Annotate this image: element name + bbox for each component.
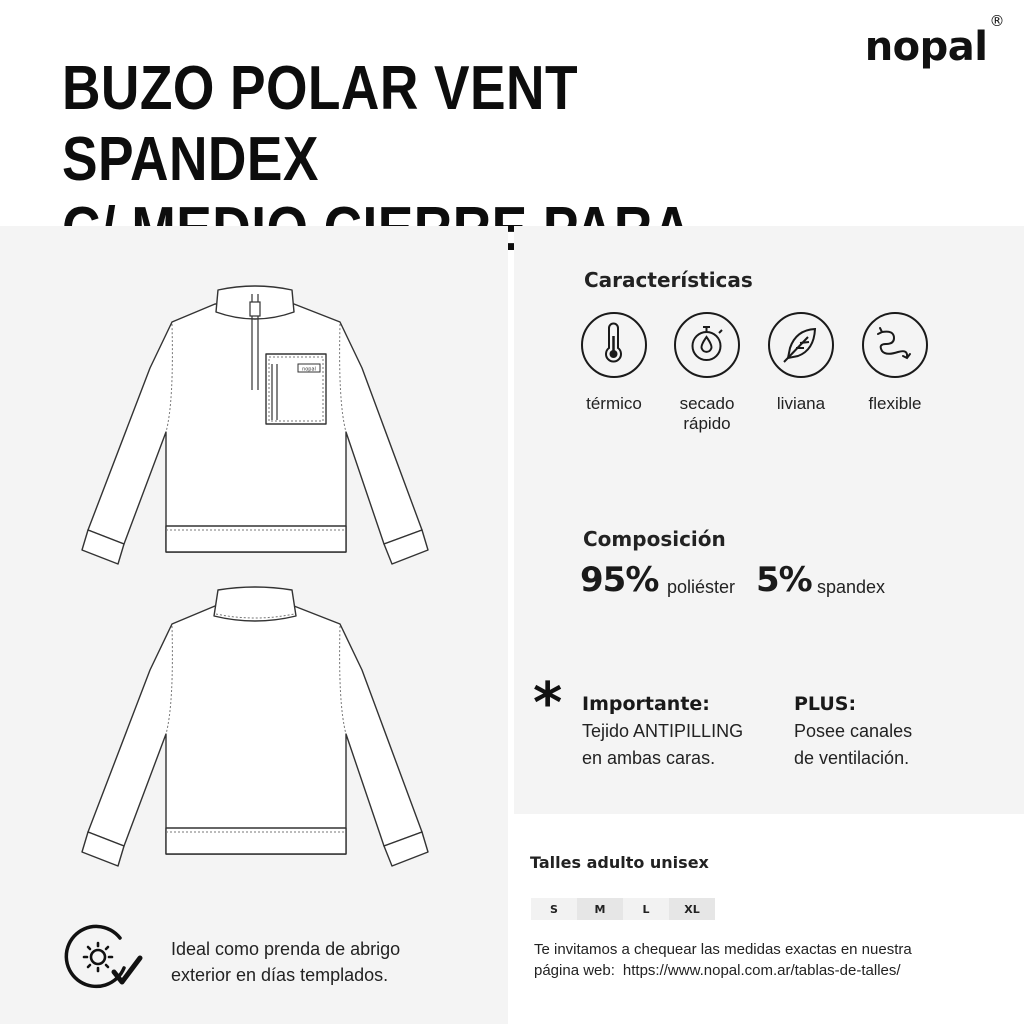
size-guide-prefix: página web: [534,961,615,979]
feature-label-light: liviana [776,394,826,413]
composition-material-polyester: poliéster [667,577,736,597]
composition-heading: Composición [583,527,726,551]
composition-percent-spandex: 5% [756,560,812,600]
climate-note-line-1: Ideal como prenda de abrigo [171,939,401,959]
feature-label-quick-dry-line-2: rápido [683,414,731,434]
sizes-heading: Talles adulto unisex [530,853,709,872]
thermometer-icon [581,312,647,378]
size-xl: XL [669,898,715,920]
feature-label-flexible: flexible [868,394,922,413]
size-chart [531,898,715,920]
brand-name: nopal [864,24,988,70]
plus-title: PLUS: [794,693,857,715]
climate-note-line-2: exterior en días templados. [171,965,389,986]
size-guide-link[interactable]: https://www.nopal.com.ar/tablas-de-talles/ [622,961,901,979]
product-title-line-1: BUZO POLAR VENT SPANDEX [62,54,578,194]
feather-icon [768,312,834,378]
registered-mark: ® [989,11,1004,30]
sun-check-icon [62,924,144,999]
size-s: S [531,898,577,920]
asterisk-icon: * [533,671,563,736]
plus-text-line-2: de ventilación. [794,748,910,768]
feature-label-quick-dry-line-1: secado [679,394,735,413]
important-title: Importante: [582,693,710,715]
important-text [582,718,743,772]
garment-front-drawing [80,282,430,572]
size-guide-note-line-1: Te invitamos a chequear las medidas exactas en nuestra [534,941,912,958]
important-text-line-2: en ambas caras. [582,748,716,768]
climate-note [171,936,491,988]
feature-label-thermal: térmico [586,394,642,413]
size-m: M [577,898,623,920]
quick-dry-icon [674,312,740,378]
brand-logo [864,11,1004,70]
size-l: L [623,898,669,920]
features-heading: Características [584,268,753,292]
composition-material-spandex: spandex [817,577,886,597]
flexible-icon [862,312,928,378]
size-guide-note [534,940,1004,981]
plus-text-line-1: Posee canales [794,721,913,741]
plus-text [794,718,912,772]
composition-percent-polyester: 95% [580,560,659,600]
size-guide-note-line-2 [534,961,1004,982]
garment-back-drawing [80,584,430,874]
important-text-line-1: Tejido ANTIPILLING [582,721,744,741]
pocket-tag: nopal [302,366,316,373]
